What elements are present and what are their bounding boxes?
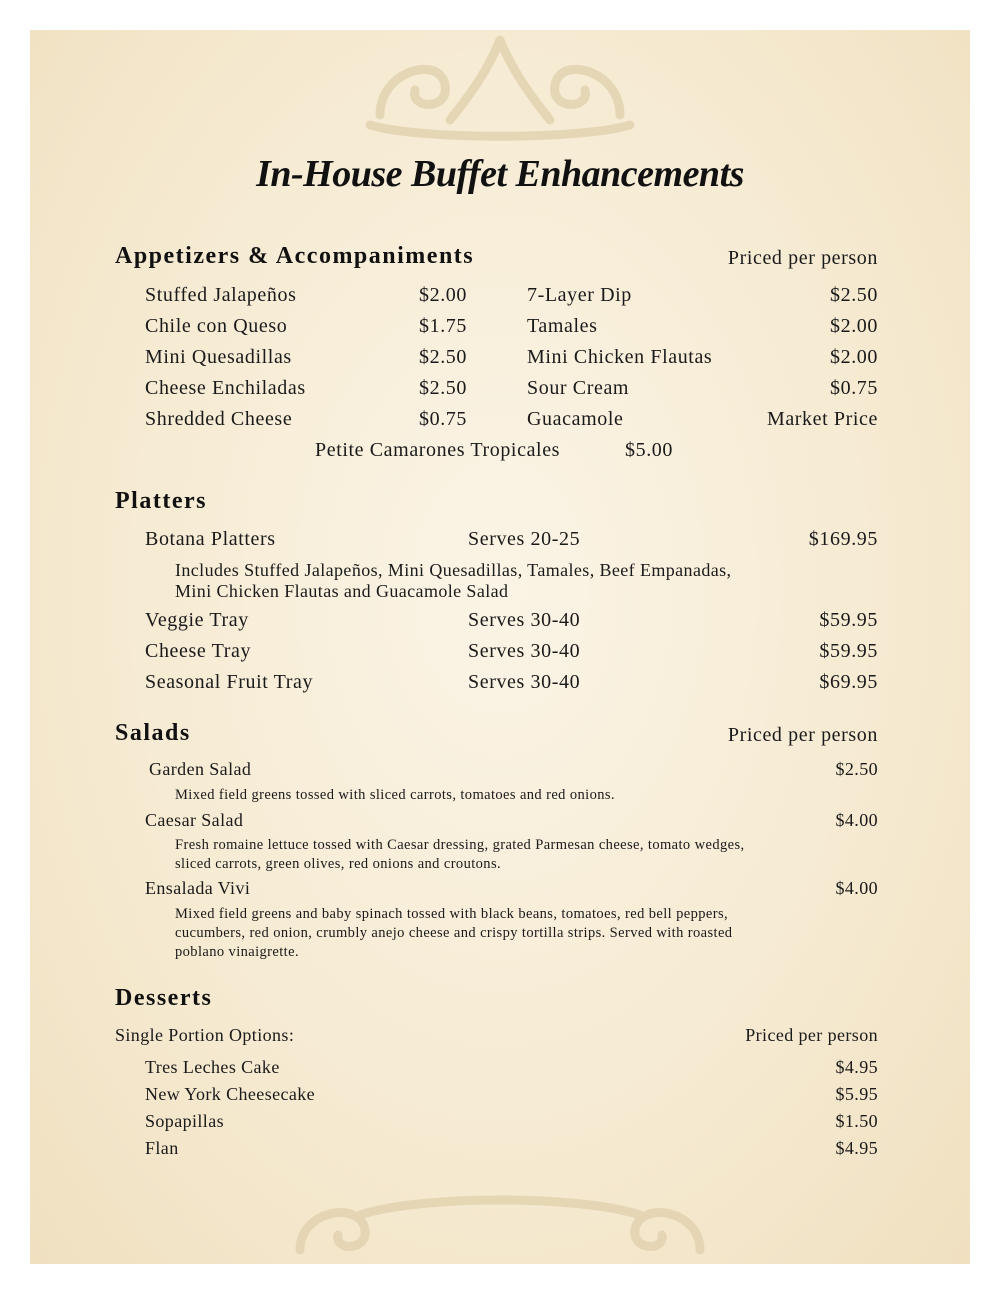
- salad-description-line: Fresh romaine lettuce tossed with Caesar dressing, grated Parmesan cheese, tomato wedges,: [175, 837, 745, 853]
- featured-item-price: $5.00: [625, 439, 673, 461]
- appetizers-heading: Appetizers & Accompaniments: [115, 243, 475, 269]
- salad-description-line: sliced carrots, green olives, red onions and croutons.: [175, 856, 502, 872]
- menu-item-name: Mini Chicken Flautas: [527, 346, 713, 368]
- appetizers-pricing-note: Priced per person: [727, 247, 878, 269]
- platter-description-line: Mini Chicken Flautas and Guacamole Salad: [175, 581, 509, 601]
- salad-description-line: Mixed field greens tossed with sliced carrots, tomatoes and red onions.: [175, 787, 615, 803]
- menu-item-name: Sour Cream: [527, 377, 630, 399]
- dessert-price: $1.50: [835, 1111, 878, 1131]
- dessert-price: $4.95: [835, 1138, 878, 1158]
- platter-price: $169.95: [808, 528, 878, 550]
- dessert-name: Sopapillas: [145, 1111, 224, 1131]
- platter-serves: Serves 30-40: [468, 609, 581, 631]
- dessert-price: $5.95: [835, 1084, 878, 1104]
- desserts-subheading: Single Portion Options:: [115, 1025, 295, 1045]
- dessert-name: New York Cheesecake: [145, 1084, 316, 1104]
- salads-pricing-note: Priced per person: [727, 724, 878, 746]
- dessert-price: $4.95: [835, 1057, 878, 1077]
- menu-item-price: $2.00: [830, 346, 878, 368]
- menu-item-price: $0.75: [419, 408, 467, 430]
- platter-serves: Serves 30-40: [468, 671, 581, 693]
- featured-item-name: Petite Camarones Tropicales: [315, 439, 561, 461]
- platter-serves: Serves 30-40: [468, 640, 581, 662]
- salad-price: $4.00: [835, 878, 878, 898]
- platter-price: $59.95: [819, 609, 878, 631]
- dessert-name: Flan: [145, 1138, 179, 1158]
- salad-price: $2.50: [835, 759, 878, 779]
- menu-item-price: $2.00: [830, 315, 878, 337]
- salads-heading: Salads: [115, 720, 191, 746]
- menu-item-name: Mini Quesadillas: [145, 346, 292, 368]
- platter-description-line: Includes Stuffed Jalapeños, Mini Quesadillas, Tamales, Beef Empanadas,: [175, 560, 732, 580]
- salad-description-line: cucumbers, red onion, crumbly anejo cheese and crispy tortilla strips. Served with roasted: [175, 925, 733, 941]
- platter-price: $59.95: [819, 640, 878, 662]
- salad-name: Ensalada Vivi: [145, 878, 251, 898]
- platter-name: Seasonal Fruit Tray: [145, 671, 314, 693]
- platter-name: Botana Platters: [145, 528, 276, 550]
- menu-item-price: $2.50: [830, 284, 878, 306]
- menu-item-price: $2.50: [419, 346, 467, 368]
- menu-item-name: Chile con Queso: [145, 315, 288, 337]
- menu-item-name: 7-Layer Dip: [527, 284, 632, 306]
- menu-item-name: Shredded Cheese: [145, 408, 293, 430]
- platter-serves: Serves 20-25: [468, 528, 581, 550]
- platter-name: Veggie Tray: [145, 609, 249, 631]
- desserts-heading: Desserts: [115, 985, 213, 1011]
- desserts-pricing-note: Priced per person: [745, 1025, 878, 1045]
- salad-description-line: poblano vinaigrette.: [175, 944, 299, 960]
- platter-price: $69.95: [819, 671, 878, 693]
- menu-item-price: Market Price: [766, 408, 878, 430]
- menu-item-price: $2.00: [419, 284, 467, 306]
- menu-item-name: Stuffed Jalapeños: [145, 284, 297, 306]
- salad-description-line: Mixed field greens and baby spinach tossed with black beans, tomatoes, red bell peppers,: [175, 906, 729, 922]
- menu-item-name: Cheese Enchiladas: [145, 377, 306, 399]
- salad-price: $4.00: [835, 810, 878, 830]
- menu-item-price: $1.75: [419, 315, 467, 337]
- menu-item-price: $0.75: [830, 377, 878, 399]
- menu-item-price: $2.50: [419, 377, 467, 399]
- menu-item-name: Tamales: [527, 315, 598, 337]
- menu-item-name: Guacamole: [527, 408, 624, 430]
- platters-heading: Platters: [115, 488, 207, 514]
- salad-name: Garden Salad: [149, 759, 252, 779]
- platter-name: Cheese Tray: [145, 640, 252, 662]
- page-title: In-House Buffet Enhancements: [256, 153, 744, 195]
- salad-name: Caesar Salad: [145, 810, 244, 830]
- dessert-name: Tres Leches Cake: [145, 1057, 280, 1077]
